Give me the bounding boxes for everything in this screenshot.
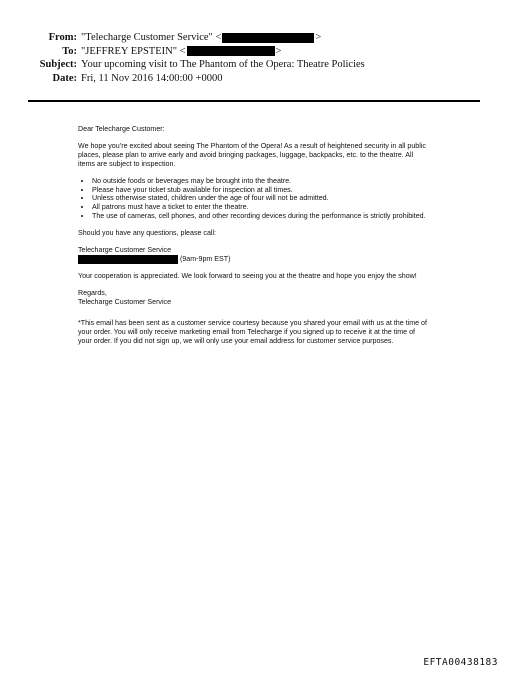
service-hours: (9am-9pm EST) [180, 255, 231, 264]
to-name: "JEFFREY EPSTEIN" < [81, 45, 186, 57]
appreciation-paragraph: Your cooperation is appreciated. We look forward to seeing you at the theatre and hope you enjoy the show! [78, 271, 417, 280]
from-name: "Telecharge Customer Service" < [81, 32, 222, 43]
policy-item: • No outside foods or beverages may be brought into the theatre. [92, 177, 430, 186]
policy-list [78, 177, 430, 222]
policy-item: • Please have your ticket stub available for inspection at all times. [92, 186, 430, 195]
email-body [78, 125, 430, 353]
from-close: > [315, 32, 322, 43]
subject-value: Your upcoming visit to The Phantom of the Opera: Theatre Policies [81, 59, 365, 70]
redaction-box [222, 33, 314, 43]
intro-paragraph: We hope you’re excited about seeing The Phantom of the Opera! As a result of heightened security in all public places, please plan to arrive early and avoid bringing packages, luggage, backpacks, etc. to the theatre. All items are subject to inspection. [78, 141, 426, 168]
greeting: Dear Telecharge Customer: [78, 125, 165, 133]
to-close: > [275, 45, 282, 57]
redaction-box [187, 46, 275, 56]
to-label: To: [62, 45, 77, 57]
service-name: Telecharge Customer Service [78, 246, 172, 255]
from-label: From: [48, 32, 77, 43]
policy-item: • The use of cameras, cell phones, and other recording devices during the performance is strictly prohibited. [92, 212, 430, 221]
header-divider [28, 100, 480, 102]
closing: Regards, [78, 288, 107, 297]
service-contact [78, 246, 430, 264]
sign-off [78, 289, 430, 307]
document-id: EFTA00438183 [423, 657, 498, 668]
to-row [0, 45, 512, 59]
from-row [0, 31, 512, 45]
policy-item: • Unless otherwise stated, children under the age of four will not be admitted. [92, 194, 430, 203]
to-value [81, 45, 281, 59]
disclaimer: *This email has been sent as a customer service courtesy because you shared your email with us at the time of your order. You will only receive marketing email from Telecharge if you signed up to receive it at the time of your order. If you did not sign up, we will only use your email address for customer service purposes. [78, 318, 427, 345]
questions-line: Should you have any questions, please call: [78, 229, 217, 238]
service-phone-line [78, 255, 430, 264]
subject-row [0, 58, 512, 72]
subject-label: Subject: [39, 59, 77, 70]
date-label: Date: [52, 72, 77, 84]
email-header [0, 31, 512, 85]
redaction-box [78, 255, 178, 264]
from-value [81, 31, 321, 45]
date-value: Fri, 11 Nov 2016 14:00:00 +0000 [81, 72, 223, 84]
signature: Telecharge Customer Service [78, 297, 172, 306]
policy-item: • All patrons must have a ticket to enter the theatre. [92, 203, 430, 212]
date-row [0, 72, 512, 86]
